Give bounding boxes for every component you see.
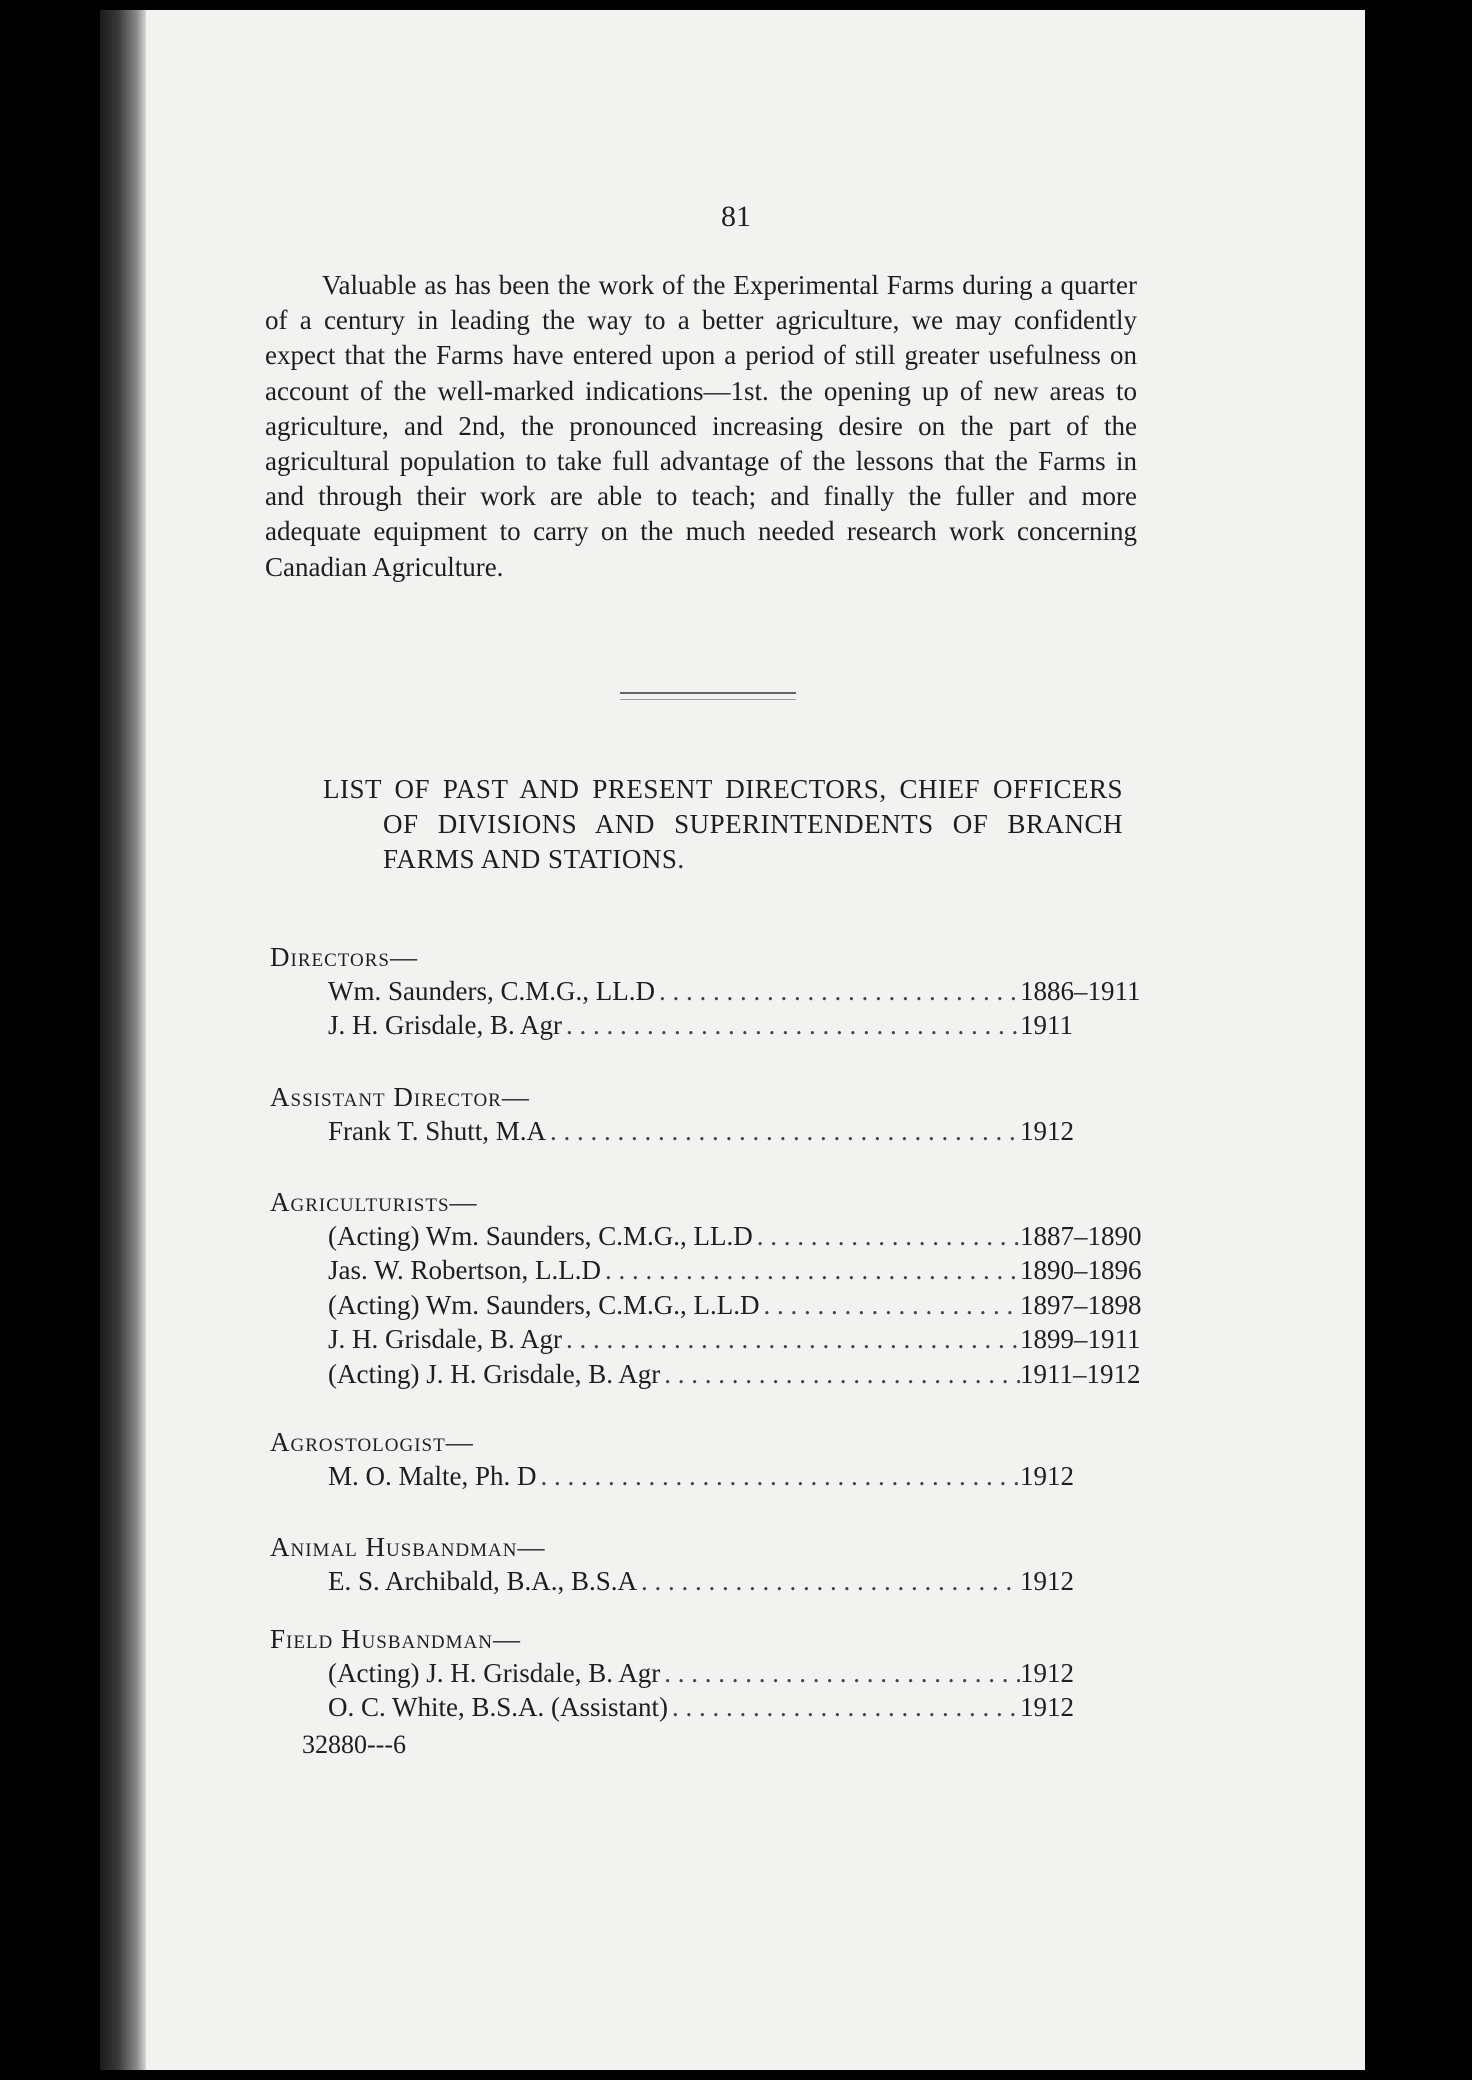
list-item xyxy=(328,1288,1170,1322)
year-range: 1912 xyxy=(1020,1116,1074,1146)
person-name: O. C. White, B.S.A. (Assistant) xyxy=(328,1692,669,1723)
section-directors xyxy=(270,940,1170,1043)
section-assistant-director xyxy=(270,1080,1170,1148)
scan-border xyxy=(1365,10,1472,2080)
dot-leader xyxy=(562,1008,1020,1042)
section-agriculturists xyxy=(270,1185,1170,1391)
list-item xyxy=(328,1656,1170,1690)
dot-leader xyxy=(759,1288,1020,1322)
person-name: (Acting) Wm. Saunders, C.M.G., LL.D xyxy=(328,1221,753,1251)
person-name: J. H. Grisdale, B. Agr xyxy=(328,1010,562,1041)
year-range: 1886–1911 xyxy=(1020,976,1141,1006)
dot-leader xyxy=(655,974,1020,1008)
section-animal-husbandman xyxy=(270,1530,1170,1598)
list-item xyxy=(328,1008,1170,1042)
section-agrostologist xyxy=(270,1425,1170,1493)
dot-leader xyxy=(753,1219,1020,1253)
dot-leader xyxy=(537,1459,1021,1493)
year-range: 1890–1896 xyxy=(1020,1255,1142,1286)
dot-leader xyxy=(668,1690,1020,1724)
section-heading: Directors— xyxy=(270,942,419,972)
section-heading: Field Husbandman— xyxy=(270,1624,521,1654)
year-range: 1912 xyxy=(1020,1461,1074,1491)
person-name: Frank T. Shutt, M.A xyxy=(328,1116,547,1146)
section-heading: Agrostologist— xyxy=(270,1427,474,1457)
dot-leader xyxy=(546,1114,1020,1148)
list-item xyxy=(328,1564,1170,1598)
person-name: J. H. Grisdale, B. Agr xyxy=(328,1324,562,1355)
list-item xyxy=(328,1322,1170,1356)
dot-leader xyxy=(637,1564,1020,1598)
book-spine-shadow xyxy=(100,10,146,2070)
person-name: M. O. Malte, Ph. D xyxy=(328,1461,537,1491)
dot-leader xyxy=(660,1656,1020,1690)
year-range: 1897–1898 xyxy=(1020,1289,1142,1320)
year-range: 1887–1890 xyxy=(1020,1221,1142,1251)
person-name: E. S. Archibald, B.A., B.S.A xyxy=(328,1566,638,1596)
list-item xyxy=(328,1253,1170,1287)
list-item xyxy=(328,1690,1170,1724)
section-divider-rule xyxy=(620,692,796,700)
list-item xyxy=(328,1357,1170,1391)
person-name: (Acting) J. H. Grisdale, B. Agr xyxy=(328,1658,661,1688)
year-range: 1911–1912 xyxy=(1020,1358,1141,1389)
dot-leader xyxy=(660,1357,1020,1391)
person-name: Jas. W. Robertson, L.L.D xyxy=(328,1255,601,1286)
year-range: 1899–1911 xyxy=(1020,1324,1141,1355)
person-name: (Acting) Wm. Saunders, C.M.G., L.L.D xyxy=(328,1289,760,1320)
person-name: (Acting) J. H. Grisdale, B. Agr xyxy=(328,1358,661,1389)
list-item xyxy=(328,1459,1170,1493)
year-range: 1912 xyxy=(1020,1692,1074,1723)
list-item xyxy=(328,1219,1170,1253)
section-heading: Animal Husbandman— xyxy=(270,1532,546,1562)
dot-leader xyxy=(562,1322,1020,1356)
printer-signature-code: 32880---6 xyxy=(302,1730,406,1759)
list-title: LIST OF PAST AND PRESENT DIRECTORS, CHIEF OFFICERS OF DIVISIONS AND SUPERINTENDENTS OF BRANCH FARMS AND STATIONS. xyxy=(323,774,1123,874)
year-range: 1911 xyxy=(1020,1010,1073,1041)
list-item xyxy=(328,1114,1170,1148)
section-field-husbandman xyxy=(270,1622,1170,1725)
page-number: 81 xyxy=(721,200,751,233)
year-range: 1912 xyxy=(1020,1658,1074,1688)
year-range: 1912 xyxy=(1020,1566,1074,1596)
section-heading: Assistant Director— xyxy=(270,1082,530,1112)
section-heading: Agriculturists— xyxy=(270,1187,478,1217)
body-paragraph: Valuable as has been the work of the Experimental Farms during a quarter of a century in leading the way to a better agriculture, we may confidently expect that the Farms have entered upon a period of still greater usefulness on account of the well-marked indications—1st. the opening up of new areas to agriculture, and 2nd, the pronounced increasing desire on the part of the agricultural population to take full advantage of the lessons that the Farms in and through their work are able to teach; and finally the fuller and more adequate equipment to carry on the much needed research work concerning Canadian Agriculture. xyxy=(265,270,1137,582)
dot-leader xyxy=(601,1253,1020,1287)
list-item xyxy=(328,974,1170,1008)
person-name: Wm. Saunders, C.M.G., LL.D xyxy=(328,976,655,1006)
